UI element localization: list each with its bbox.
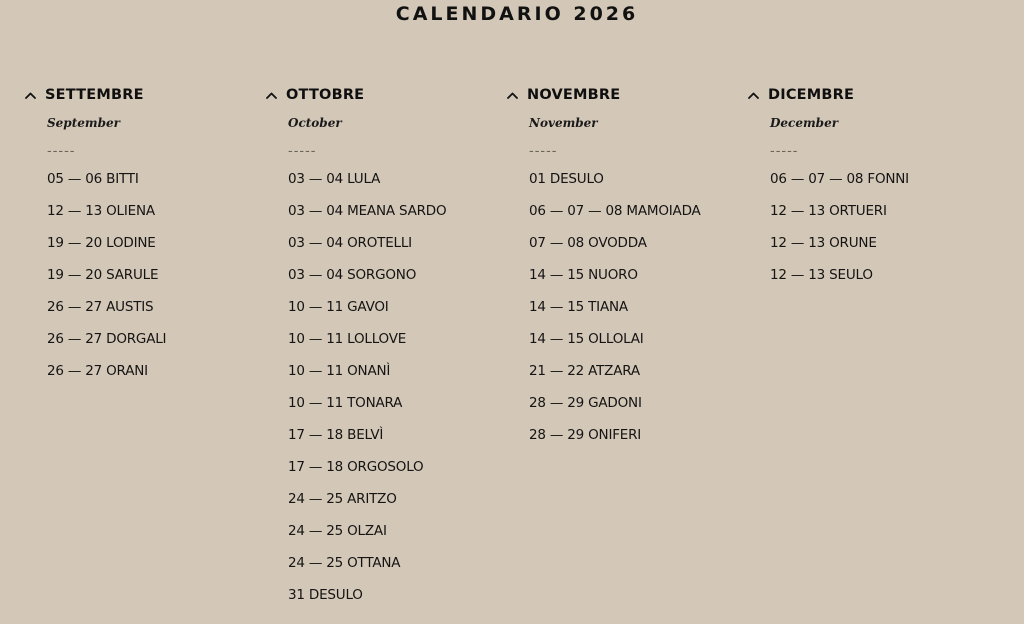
event-item: 21 — 22 ATZARA xyxy=(529,363,640,379)
event-item: 26 — 27 DORGALI xyxy=(47,331,167,347)
calendar-columns xyxy=(24,84,1014,614)
event-item: 26 — 27 ORANI xyxy=(47,363,148,379)
event-item: 28 — 29 ONIFERI xyxy=(529,427,642,443)
event-item: 14 — 15 OLLOLAI xyxy=(529,331,644,347)
event-item: 24 — 25 ARITZO xyxy=(288,491,397,507)
month-section-ottobre xyxy=(265,84,495,611)
divider: ----- xyxy=(770,144,799,159)
event-item: 14 — 15 TIANA xyxy=(529,299,628,315)
event-item: 01 DESULO xyxy=(529,171,604,187)
event-list xyxy=(529,163,736,451)
event-item: 17 — 18 ORGOSOLO xyxy=(288,459,424,475)
event-item: 12 — 13 ORTUERI xyxy=(770,203,887,219)
event-item: 24 — 25 OTTANA xyxy=(288,555,401,571)
page-title: CALENDARIO 2026 xyxy=(395,3,639,25)
event-item: 28 — 29 GADONI xyxy=(529,395,642,411)
month-name: SETTEMBRE xyxy=(45,87,144,103)
month-translation: September xyxy=(47,116,120,130)
divider: ----- xyxy=(47,144,76,159)
event-item: 05 — 06 BITTI xyxy=(47,171,139,187)
month-translation: November xyxy=(529,116,598,130)
event-item: 07 — 08 OVODDA xyxy=(529,235,647,251)
event-item: 12 — 13 ORUNE xyxy=(770,235,877,251)
event-item: 19 — 20 SARULE xyxy=(47,267,159,283)
event-item: 17 — 18 BELVÌ xyxy=(288,427,384,443)
event-item: 10 — 11 LOLLOVE xyxy=(288,331,407,347)
month-toggle-novembre[interactable] xyxy=(506,84,736,106)
month-toggle-settembre[interactable] xyxy=(24,84,254,106)
event-item: 12 — 13 OLIENA xyxy=(47,203,155,219)
event-item: 19 — 20 LODINE xyxy=(47,235,156,251)
event-item: 03 — 04 MEANA SARDO xyxy=(288,203,447,219)
month-body xyxy=(24,115,254,387)
month-section-dicembre xyxy=(747,84,977,291)
event-item: 31 DESULO xyxy=(288,587,363,603)
divider: ----- xyxy=(288,144,317,159)
event-item: 06 — 07 — 08 MAMOIADA xyxy=(529,203,701,219)
month-body xyxy=(265,115,495,611)
chevron-up-icon xyxy=(747,88,760,102)
month-name: NOVEMBRE xyxy=(527,87,621,103)
event-item: 10 — 11 ONANÌ xyxy=(288,363,391,379)
chevron-up-icon xyxy=(24,88,37,102)
divider: ----- xyxy=(529,144,558,159)
event-item: 03 — 04 SORGONO xyxy=(288,267,417,283)
event-item: 06 — 07 — 08 FONNI xyxy=(770,171,909,187)
chevron-up-icon xyxy=(506,88,519,102)
event-item: 03 — 04 OROTELLI xyxy=(288,235,412,251)
month-body xyxy=(747,115,977,291)
month-toggle-dicembre[interactable] xyxy=(747,84,977,106)
event-item: 24 — 25 OLZAI xyxy=(288,523,387,539)
event-item: 10 — 11 GAVOI xyxy=(288,299,389,315)
month-toggle-ottobre[interactable] xyxy=(265,84,495,106)
event-item: 12 — 13 SEULO xyxy=(770,267,873,283)
month-section-novembre xyxy=(506,84,736,451)
month-translation: October xyxy=(288,116,342,130)
event-item: 03 — 04 LULA xyxy=(288,171,381,187)
event-item: 14 — 15 NUORO xyxy=(529,267,638,283)
month-name: DICEMBRE xyxy=(768,87,855,103)
event-item: 10 — 11 TONARA xyxy=(288,395,403,411)
month-section-settembre xyxy=(24,84,254,387)
event-list xyxy=(770,163,977,291)
chevron-up-icon xyxy=(265,88,278,102)
month-body xyxy=(506,115,736,451)
event-item: 26 — 27 AUSTIS xyxy=(47,299,154,315)
event-list xyxy=(47,163,254,387)
month-name: OTTOBRE xyxy=(286,87,365,103)
event-list xyxy=(288,163,495,611)
month-translation: December xyxy=(770,116,839,130)
